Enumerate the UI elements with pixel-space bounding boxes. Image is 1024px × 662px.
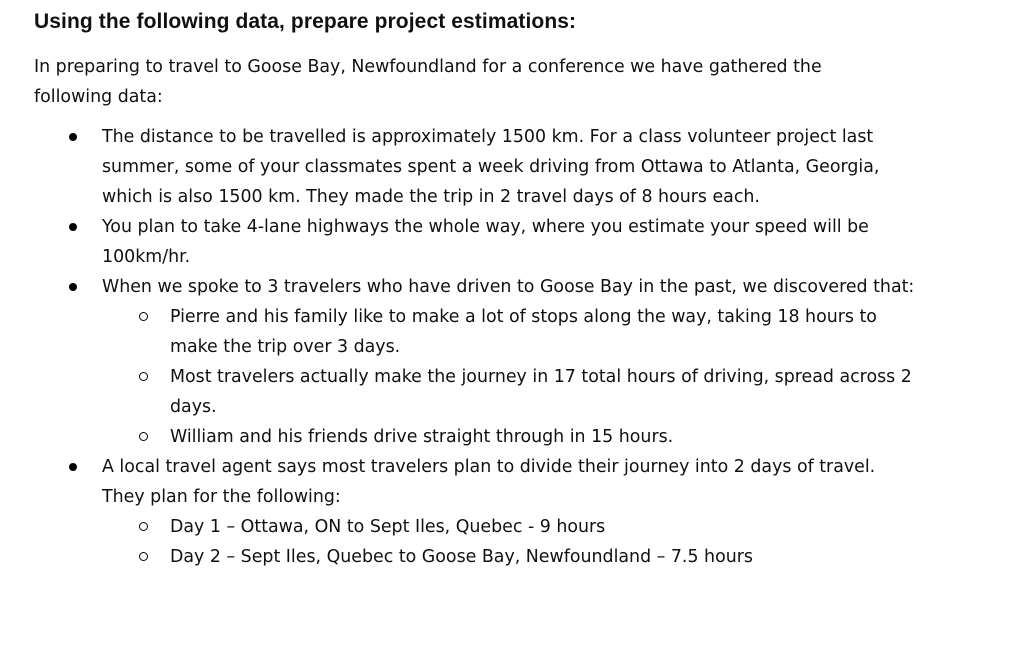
sub-list-item-text: Day 2 – Sept Iles, Quebec to Goose Bay, Newfoundland – 7.5 hours: [170, 547, 753, 567]
sub-list-item-text: Most travelers actually make the journey in 17 total hours of driving, spread across 2 days.: [170, 367, 912, 417]
list-item: [34, 212, 922, 272]
sub-list-item: [102, 542, 922, 572]
bullet-icon: [69, 223, 77, 231]
list-item-text: When we spoke to 3 travelers who have driven to Goose Bay in the past, we discovered that:: [102, 277, 915, 297]
hollow-bullet-icon: [139, 372, 148, 381]
intro-paragraph: In preparing to travel to Goose Bay, Newfoundland for a conference we have gathered the following data:: [34, 57, 822, 107]
sub-list-item: [102, 362, 922, 422]
sub-list: [102, 302, 922, 452]
sub-list-item: [102, 302, 922, 362]
hollow-bullet-icon: [139, 432, 148, 441]
list-item-text: You plan to take 4-lane highways the whole way, where you estimate your speed will be 100km/hr.: [102, 217, 869, 267]
sub-list-item-text: Pierre and his family like to make a lot of stops along the way, taking 18 hours to make the trip over 3 days.: [170, 307, 877, 357]
sub-list-item: [102, 512, 922, 542]
bullet-list: [34, 122, 994, 572]
sub-list: [102, 512, 922, 572]
sub-list-item-text: Day 1 – Ottawa, ON to Sept Iles, Quebec - 9 hours: [170, 517, 606, 537]
list-item-text: The distance to be travelled is approximately 1500 km. For a class volunteer project last summer, some of your classmates spent a week driving from Ottawa to Atlanta, Georgia, which is also 1500 km. They made the trip in 2 travel days of 8 hours each.: [102, 127, 880, 207]
list-item: [34, 452, 922, 572]
hollow-bullet-icon: [139, 312, 148, 321]
list-item: [34, 122, 922, 212]
hollow-bullet-icon: [139, 552, 148, 561]
sub-list-item: [102, 422, 922, 452]
document-page: [34, 6, 994, 572]
bullet-icon: [69, 133, 77, 141]
page-heading: Using the following data, prepare project estimations:: [34, 10, 577, 33]
list-item: [34, 272, 922, 452]
bullet-icon: [69, 463, 77, 471]
hollow-bullet-icon: [139, 522, 148, 531]
bullet-icon: [69, 283, 77, 291]
list-item-text: A local travel agent says most travelers plan to divide their journey into 2 days of travel. They plan for the following:: [102, 457, 876, 507]
sub-list-item-text: William and his friends drive straight through in 15 hours.: [170, 427, 674, 447]
